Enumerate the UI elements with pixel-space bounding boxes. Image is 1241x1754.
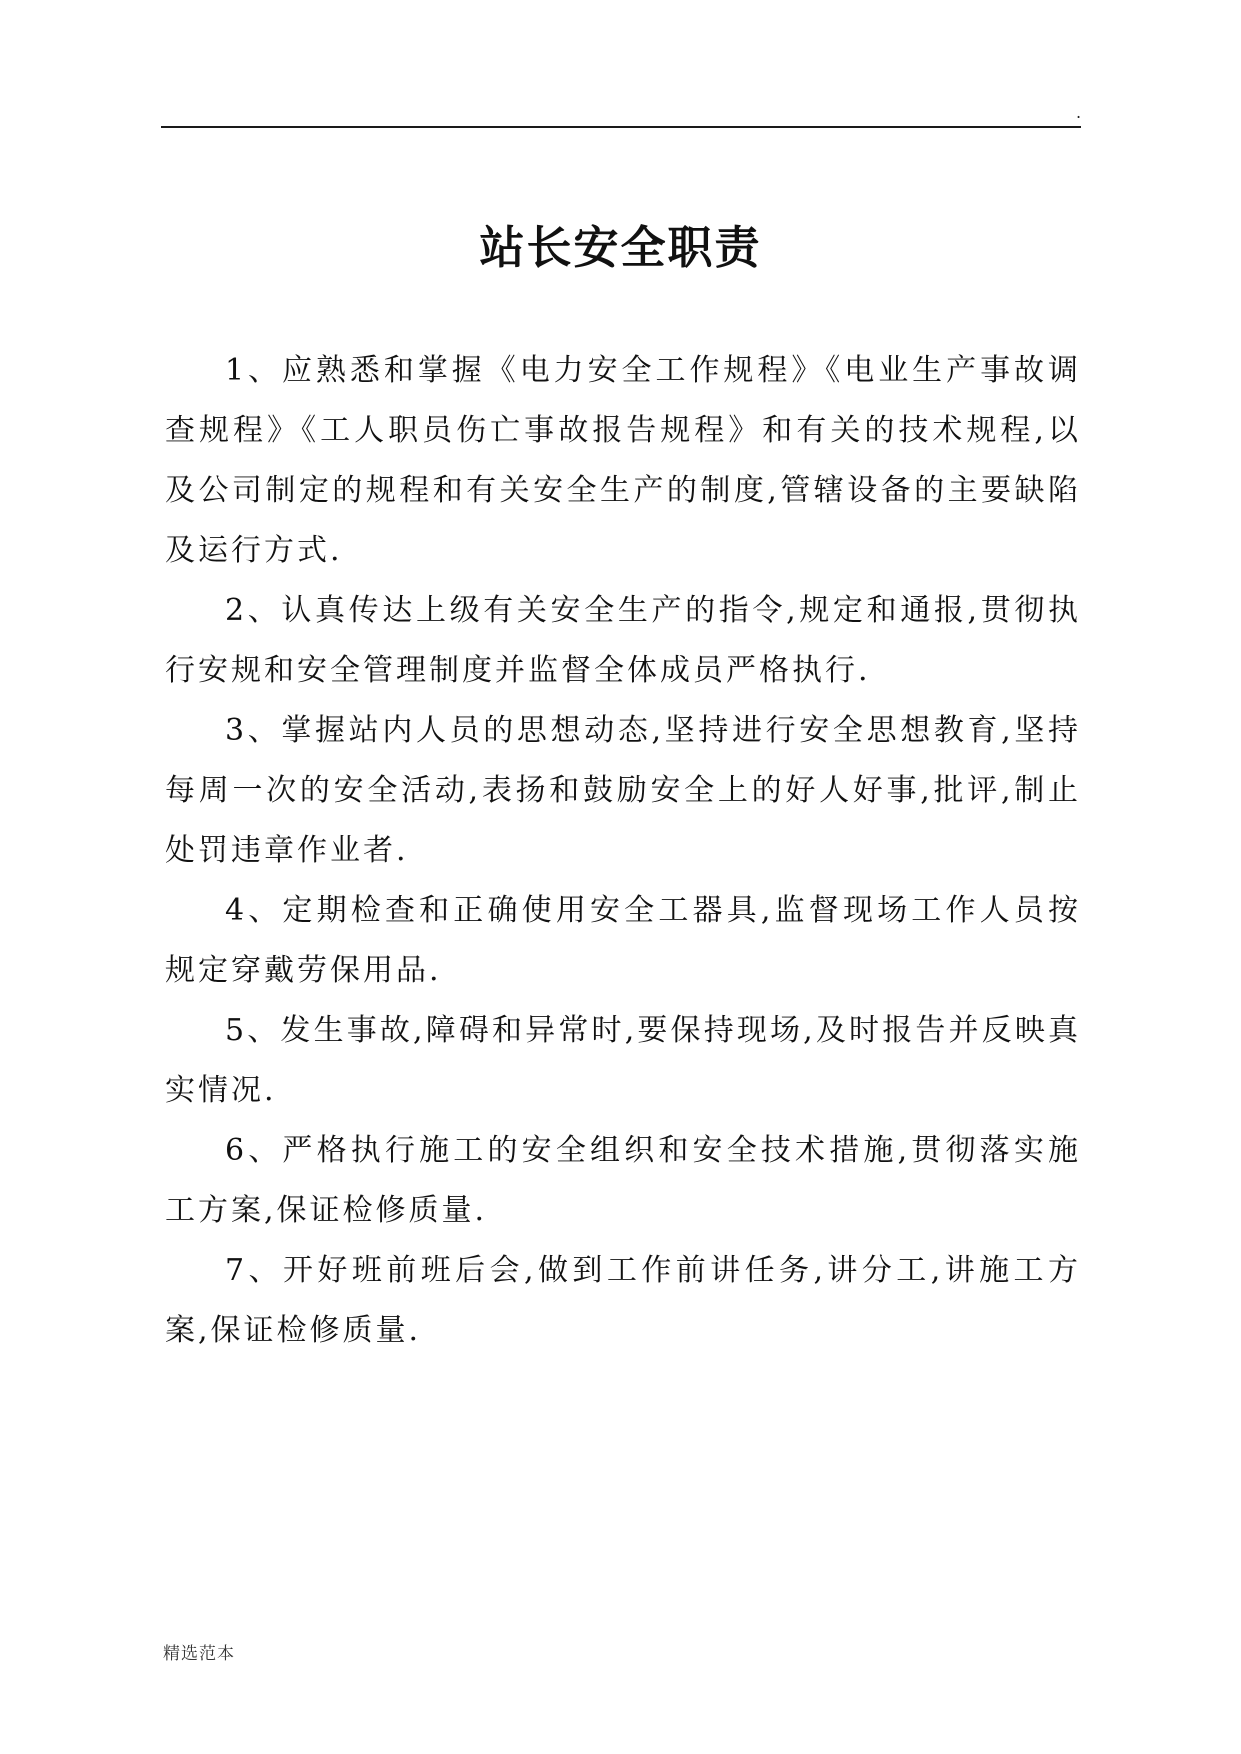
paragraph-3: 3、掌握站内人员的思想动态,坚持进行安全思想教育,坚持每周一次的安全活动,表扬和鼓励安全上的好人好事,批评,制止处罚违章作业者.: [165, 713, 1081, 868]
paragraph-2: 2、认真传达上级有关安全生产的指令,规定和通报,贯彻执行安规和安全管理制度并监督全体成员严格执行.: [165, 593, 1081, 688]
document-body: [165, 341, 1081, 1361]
paragraph-5: 5、发生事故,障碍和异常时,要保持现场,及时报告并反映真实情况.: [165, 1013, 1081, 1108]
paragraph-1: 1、应熟悉和掌握《电力安全工作规程》《电业生产事故调查规程》《工人职员伤亡事故报告规程》和有关的技术规程,以及公司制定的规程和有关安全生产的制度,管辖设备的主要缺陷及运行方式.: [165, 353, 1081, 568]
paragraph-7: 7、开好班前班后会,做到工作前讲任务,讲分工,讲施工方案,保证检修质量.: [165, 1253, 1081, 1348]
header-mark: .: [1076, 103, 1082, 122]
paragraph-4: 4、定期检查和正确使用安全工器具,监督现场工作人员按规定穿戴劳保用品.: [165, 893, 1081, 988]
footer-label: 精选范本: [163, 1644, 235, 1664]
paragraph-6: 6、严格执行施工的安全组织和安全技术措施,贯彻落实施工方案,保证检修质量.: [165, 1133, 1081, 1228]
header-rule: [161, 126, 1081, 128]
document-title: 站长安全职责: [479, 221, 762, 274]
